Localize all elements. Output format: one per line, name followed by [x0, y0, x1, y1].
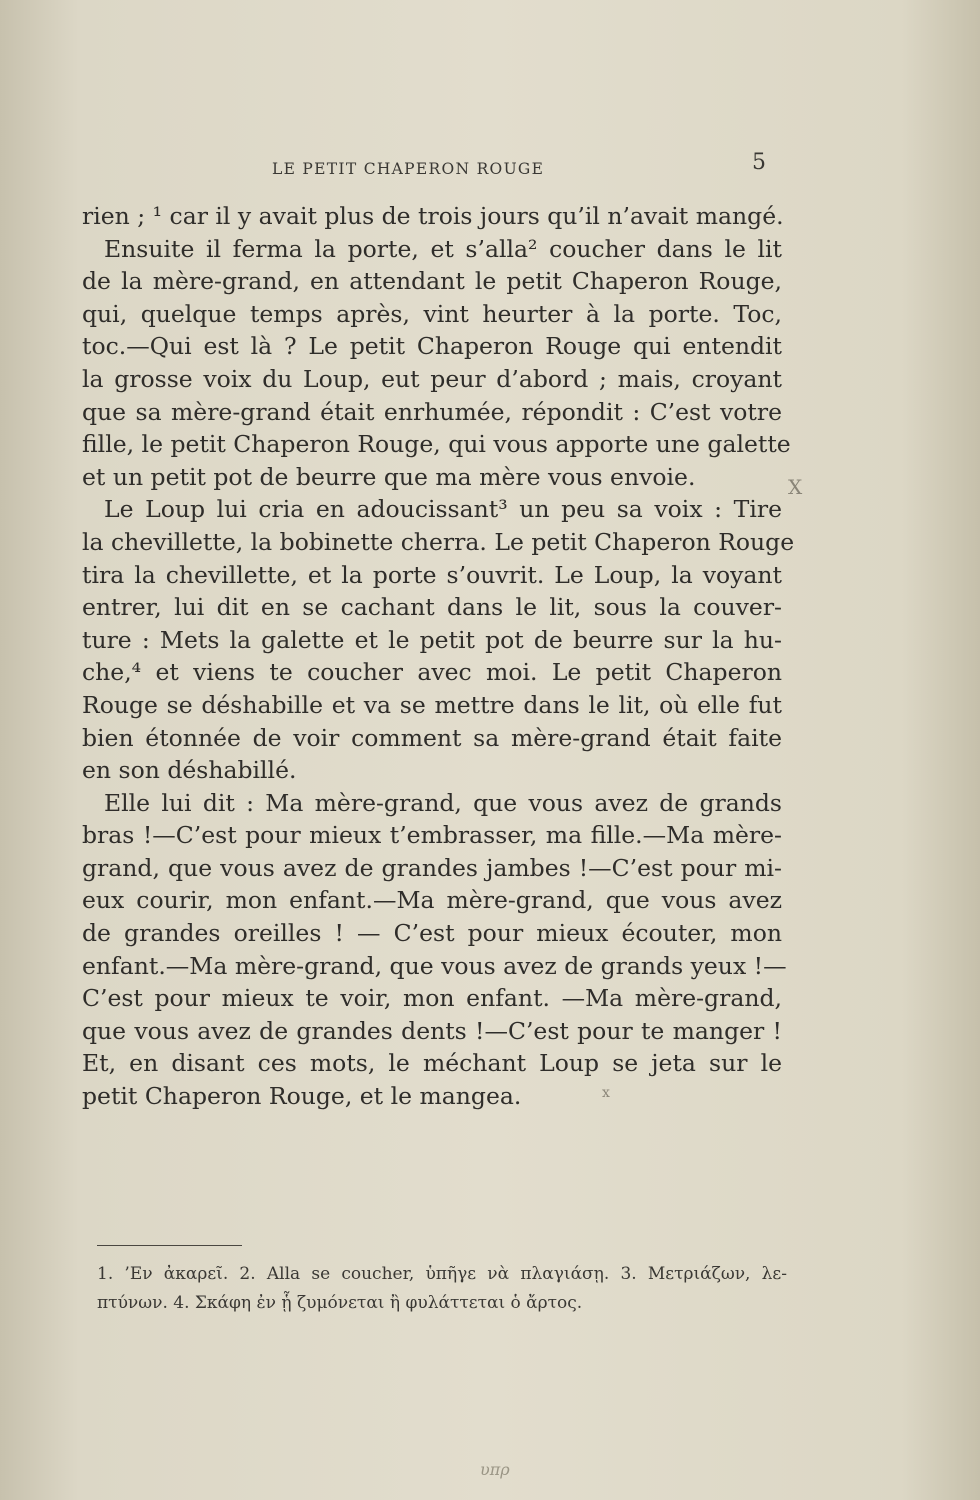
text-line: eux courir, mon enfant.—Ma mère-grand, que vous avez	[82, 886, 782, 915]
text-line: che,⁴ et viens te coucher avec moi. Le petit Chaperon	[82, 658, 782, 687]
text-line: fille, le petit Chaperon Rouge, qui vous apporte une galette	[82, 430, 791, 459]
text-line: Elle lui dit : Ma mère-grand, que vous avez de grands	[104, 788, 782, 817]
text-line: C’est pour mieux te voir, mon enfant. —Ma mère-grand,	[82, 984, 782, 1013]
footnote-rule	[97, 1245, 242, 1246]
text-line: petit Chaperon Rouge, et le mangea.	[82, 1082, 522, 1111]
page-number: 5	[752, 150, 766, 175]
text-line: Ensuite il ferma la porte, et s’alla² coucher dans le lit	[104, 234, 782, 263]
text-line: qui, quelque temps après, vint heurter à la porte. Toc,	[82, 299, 782, 328]
text-line: Le Loup lui cria en adoucissant³ un peu sa voix : Tire	[104, 495, 782, 524]
running-head: LE PETIT CHAPERON ROUGE	[272, 160, 545, 178]
pencil-x-mark: X	[788, 475, 803, 499]
text-line: grand, que vous avez de grandes jambes !—C’est pour mi-	[82, 853, 782, 882]
text-line: Rouge se déshabille et va se mettre dans le lit, où elle fut	[82, 690, 782, 719]
main-text	[82, 200, 795, 1113]
text-line: de grandes oreilles ! — C’est pour mieux écouter, mon	[82, 919, 782, 948]
footnote-line: πτύνων. 4. Σκάφη ἐν ᾗ ζυμόνεται ἢ φυλάττεται ὁ ἄρτος.	[97, 1293, 583, 1313]
text-line: Et, en disant ces mots, le méchant Loup se jeta sur le	[82, 1049, 782, 1078]
text-line: enfant.—Ma mère-grand, que vous avez de grands yeux !—	[82, 951, 787, 980]
text-line: que sa mère-grand était enrhumée, répondit : C’est votre	[82, 397, 782, 426]
text-line: en son déshabillé.	[82, 756, 297, 785]
text-line: ture : Mets la galette et le petit pot de beurre sur la hu-	[82, 625, 782, 654]
text-line: de la mère-grand, en attendant le petit Chaperon Rouge,	[82, 267, 782, 296]
footnote-line: 1. ’Εν ἀκαρεῖ. 2. Alla se coucher, ὑπῆγε νὰ πλαγιάσῃ. 3. Μετριάζων, λε-	[97, 1264, 787, 1284]
footnotes	[97, 1260, 787, 1318]
text-line: et un petit pot de beurre que ma mère vous envoie.	[82, 462, 696, 491]
text-line: bras !—C’est pour mieux t’embrasser, ma fille.—Ma mère-	[82, 821, 782, 850]
text-line: entrer, lui dit en se cachant dans le lit, sous la couver-	[82, 593, 782, 622]
text-line: tira la chevillette, et la porte s’ouvrit. Le Loup, la voyant	[82, 560, 782, 589]
text-line: la grosse voix du Loup, eut peur d’abord ; mais, croyant	[82, 364, 782, 393]
text-line: toc.—Qui est là ? Le petit Chaperon Rouge qui entendit	[82, 332, 782, 361]
handwritten-note: υπρ	[480, 1460, 510, 1479]
text-line: bien étonnée de voir comment sa mère-grand était faite	[82, 723, 782, 752]
text-line: la chevillette, la bobinette cherra. Le petit Chaperon Rouge	[82, 527, 795, 556]
pencil-x-mark-small: x	[602, 1085, 610, 1101]
text-line: que vous avez de grandes dents !—C’est pour te manger !	[82, 1016, 782, 1045]
text-line: rien ; ¹ car il y avait plus de trois jours qu’il n’avait mangé.	[82, 202, 784, 230]
